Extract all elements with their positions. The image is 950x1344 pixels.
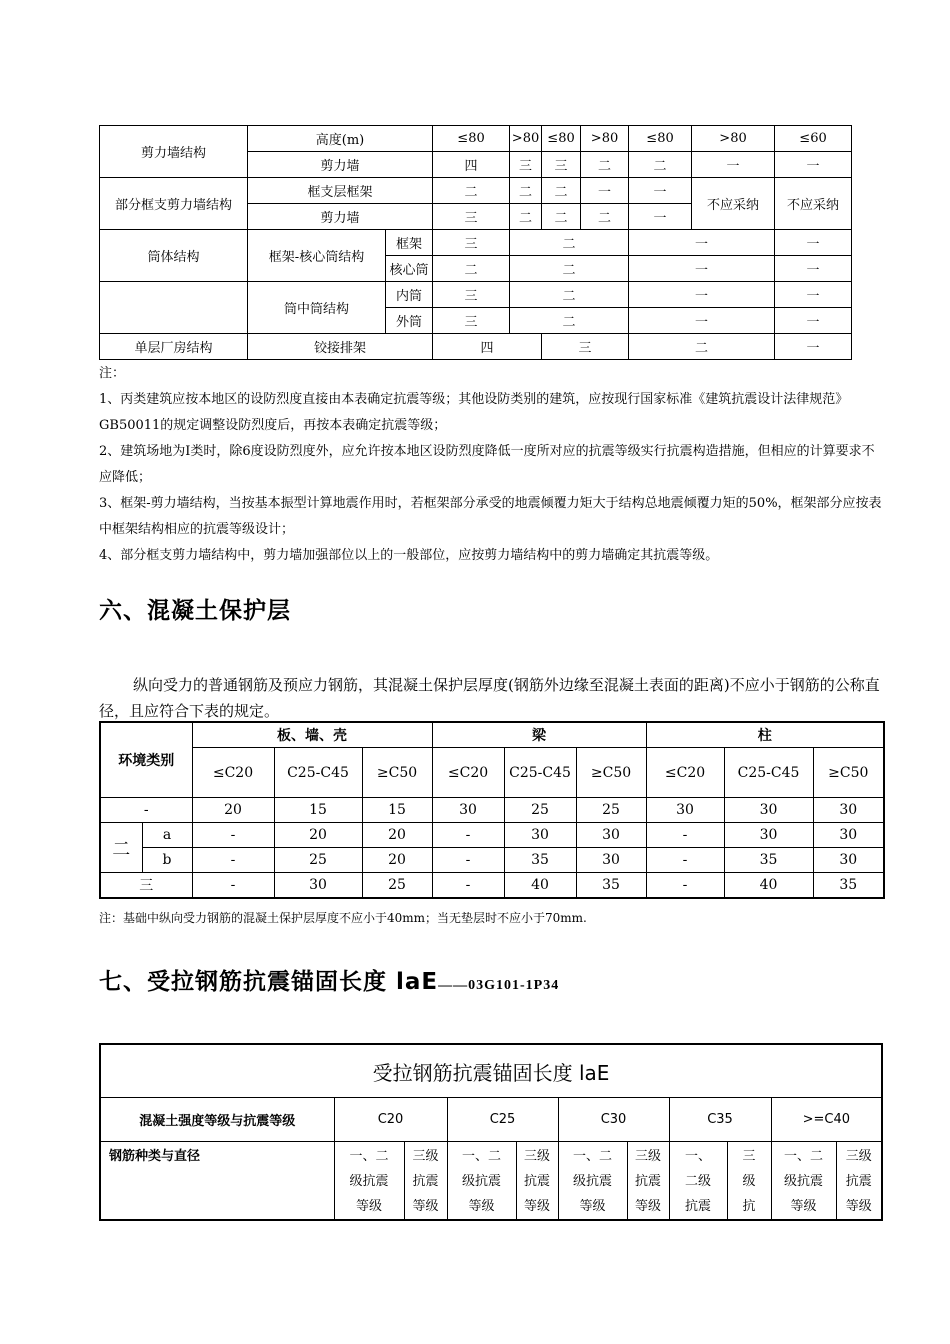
anchorage-length-table (99, 1043, 883, 1221)
table-header: 板、墙、壳 (192, 722, 432, 748)
table-cell: 一 (629, 256, 775, 282)
table-cell: 框架-核心筒结构 (248, 230, 386, 282)
table-row (100, 334, 852, 360)
section-subtitle: ——03G101-1P34 (438, 978, 560, 993)
table-header: ≥C50 (813, 748, 884, 798)
table-header: ≤C20 (432, 748, 504, 798)
table-cell: 二 (510, 178, 542, 204)
table-cell: 30 (274, 873, 362, 899)
table-row (100, 748, 884, 798)
table-title: 受拉钢筋抗震锚固长度 laE (100, 1044, 882, 1098)
table-cell: 20 (362, 823, 432, 848)
table-cell: 单层厂房结构 (100, 334, 248, 360)
table-row (100, 1142, 882, 1221)
table-cell: 15 (362, 798, 432, 823)
table-cell: 二 (100, 823, 142, 873)
table-cell: 二 (629, 334, 775, 360)
table-cell: - (192, 823, 274, 848)
table-cell (100, 282, 248, 334)
table-cell: 一 (775, 230, 852, 256)
table-cell: 三 (433, 230, 510, 256)
table-cell: 一 (629, 308, 775, 334)
table-cell: 框支层框架 (248, 178, 433, 204)
table-cell: 30 (813, 798, 884, 823)
table-header: 梁 (432, 722, 646, 748)
table-cell: 三 级 抗 (727, 1142, 771, 1221)
table-cell: 30 (724, 798, 813, 823)
section-title: 七、受拉钢筋抗震锚固长度 laE (99, 969, 439, 995)
table-cell: >80 (581, 126, 629, 152)
table-cell: 不应采纳 (692, 178, 775, 230)
table-cell: 一 (629, 204, 692, 230)
section-heading: 六、混凝土保护层 (99, 598, 291, 624)
table-header: C25-C45 (274, 748, 362, 798)
table-row (100, 1098, 882, 1142)
table-notes (99, 361, 882, 569)
table-cell: 30 (724, 823, 813, 848)
table-cell: 剪力墙 (248, 204, 433, 230)
table-cell: 三级 抗震 等级 (627, 1142, 669, 1221)
table-header: ≤C20 (646, 748, 724, 798)
table-cell: 二 (510, 282, 629, 308)
table-cell: 核心筒 (386, 256, 433, 282)
table-row (100, 823, 884, 848)
table-cell: 25 (362, 873, 432, 899)
paragraph: 纵向受力的普通钢筋及预应力钢筋，其混凝土保护层厚度(钢筋外边缘至混凝土表面的距离)不应小于钢筋的公称直径，且应符合下表的规定。 (99, 676, 880, 720)
table-cell: 30 (576, 848, 646, 873)
table-cell: 40 (724, 873, 813, 899)
table-cell: 一 (581, 178, 629, 204)
table-header: ≥C50 (362, 748, 432, 798)
table-cell: ≤80 (542, 126, 581, 152)
table-row (100, 722, 884, 748)
table-cell: 三级 抗震 等级 (836, 1142, 882, 1221)
table-cell: >80 (510, 126, 542, 152)
table-cell: 框架 (386, 230, 433, 256)
note-item: 2、建筑场地为Ⅰ类时，除6度设防烈度外，应允许按本地区设防烈度降低一度所对应的抗震等级实行抗震构造措施，但相应的计算要求不应降低； (99, 444, 875, 485)
table-header: C20 (334, 1098, 447, 1142)
table-cell: 二 (433, 178, 510, 204)
table-cell: 15 (274, 798, 362, 823)
table-cell: 一 (775, 334, 852, 360)
table-cell: - (646, 873, 724, 899)
table-cell: - (646, 848, 724, 873)
table-cell: 二 (542, 204, 581, 230)
table-header: C25-C45 (504, 748, 576, 798)
table-cell: 30 (576, 823, 646, 848)
table-cell: 筒体结构 (100, 230, 248, 282)
table-cell: b (142, 848, 192, 873)
table-note: 注：基础中纵向受力钢筋的混凝土保护层厚度不应小于40mm；当无垫层时不应小于70mm. (99, 911, 587, 925)
table-row (100, 873, 884, 899)
table-cell: - (432, 848, 504, 873)
table-cell: 三级 抗震 等级 (404, 1142, 447, 1221)
table-cell: 二 (629, 152, 692, 178)
table-cell: 30 (432, 798, 504, 823)
table-cell: 四 (433, 152, 510, 178)
table-cell: 35 (724, 848, 813, 873)
table-header: 钢筋种类与直径 (100, 1142, 334, 1221)
table-header: C25-C45 (724, 748, 813, 798)
table-header: C30 (558, 1098, 669, 1142)
table-cell: >80 (692, 126, 775, 152)
seismic-grade-table (99, 125, 852, 360)
table-cell: 二 (510, 204, 542, 230)
table-row (100, 848, 884, 873)
table-cell: 三 (433, 308, 510, 334)
table-cell: 一 (775, 256, 852, 282)
table-header: 环境类别 (100, 722, 192, 798)
table-header: >=C40 (771, 1098, 882, 1142)
table-cell: 一 (775, 152, 852, 178)
table-row (100, 1044, 882, 1098)
table-cell: 三 (542, 152, 581, 178)
table-cell: 20 (362, 848, 432, 873)
table-cell: 25 (274, 848, 362, 873)
table-header: ≥C50 (576, 748, 646, 798)
table-cell: 一 (692, 152, 775, 178)
table-cell: 25 (576, 798, 646, 823)
table-cell: 30 (646, 798, 724, 823)
table-cell: 一 (775, 308, 852, 334)
table-cell: 一、二 级抗震 等级 (771, 1142, 836, 1221)
concrete-cover-table (99, 721, 885, 899)
table-header: ≤C20 (192, 748, 274, 798)
table-header: C35 (669, 1098, 771, 1142)
table-cell: 二 (510, 230, 629, 256)
table-cell: 三 (542, 334, 629, 360)
table-cell: ≤60 (775, 126, 852, 152)
table-cell: 二 (581, 152, 629, 178)
table-cell: - (192, 848, 274, 873)
table-cell: 二 (433, 256, 510, 282)
table-header: 混凝土强度等级与抗震等级 (100, 1098, 334, 1142)
table-cell: 三 (510, 152, 542, 178)
table-cell: - (432, 873, 504, 899)
table-cell: 三 (433, 204, 510, 230)
table-row (100, 230, 852, 256)
table-cell: 一 (775, 282, 852, 308)
table-cell: 一、 二级 抗震 (669, 1142, 727, 1221)
table-cell: 二 (581, 204, 629, 230)
table-cell: - (646, 823, 724, 848)
table-cell: 高度(m) (248, 126, 433, 152)
table-row (100, 798, 884, 823)
table-cell: 三 (100, 873, 192, 899)
table-cell: 20 (274, 823, 362, 848)
table-cell: 三 (433, 282, 510, 308)
table-cell: 35 (813, 873, 884, 899)
table-cell: 剪力墙 (248, 152, 433, 178)
table-cell: 二 (510, 256, 629, 282)
table-cell: 30 (813, 848, 884, 873)
table-cell: - (432, 823, 504, 848)
table-cell: 30 (813, 823, 884, 848)
table-cell: 三级 抗震 等级 (516, 1142, 558, 1221)
table-cell: 内筒 (386, 282, 433, 308)
note-item: 4、部分框支剪力墙结构中，剪力墙加强部位以上的一般部位，应按剪力墙结构中的剪力墙确定其抗震等级。 (99, 548, 719, 563)
table-cell: 部分框支剪力墙结构 (100, 178, 248, 230)
table-cell: - (192, 873, 274, 899)
table-row (100, 282, 852, 308)
table-cell: 二 (510, 308, 629, 334)
table-cell: 一 (629, 282, 775, 308)
table-cell: 20 (192, 798, 274, 823)
note-item: 3、框架-剪力墙结构，当按基本振型计算地震作用时，若框架部分承受的地震倾覆力矩大于结构总地震倾覆力矩的50%，框架部分应按表中框架结构相应的抗震等级设计； (99, 496, 882, 537)
table-cell: 一 (629, 178, 692, 204)
table-cell: 不应采纳 (775, 178, 852, 230)
table-cell: 四 (433, 334, 542, 360)
table-cell: 外筒 (386, 308, 433, 334)
table-cell: 一、二 级抗震 等级 (558, 1142, 627, 1221)
table-cell: 铰接排架 (248, 334, 433, 360)
table-cell: 二 (542, 178, 581, 204)
section-heading (99, 963, 559, 996)
table-cell: 25 (504, 798, 576, 823)
table-cell: 35 (504, 848, 576, 873)
table-cell: a (142, 823, 192, 848)
table-cell: 一 (629, 230, 775, 256)
table-cell: 一、二 级抗震 等级 (334, 1142, 404, 1221)
table-cell: 筒中筒结构 (248, 282, 386, 334)
table-cell: 35 (576, 873, 646, 899)
table-cell: 一、二 级抗震 等级 (447, 1142, 516, 1221)
table-row (100, 126, 852, 152)
table-cell: 40 (504, 873, 576, 899)
table-header: 柱 (646, 722, 884, 748)
note-heading: 注： (99, 366, 126, 381)
table-cell: ≤80 (629, 126, 692, 152)
note-item: 1、丙类建筑应按本地区的设防烈度直接由本表确定抗震等级；其他设防类别的建筑，应按现行国家标准《建筑抗震设计法律规范》GB50011的规定调整设防烈度后，再按本表确定抗震等级； (99, 392, 849, 433)
table-header: C25 (447, 1098, 558, 1142)
table-row (100, 178, 852, 204)
table-cell: 30 (504, 823, 576, 848)
table-cell: - (100, 798, 192, 823)
table-cell: 剪力墙结构 (100, 126, 248, 178)
table-cell: ≤80 (433, 126, 510, 152)
